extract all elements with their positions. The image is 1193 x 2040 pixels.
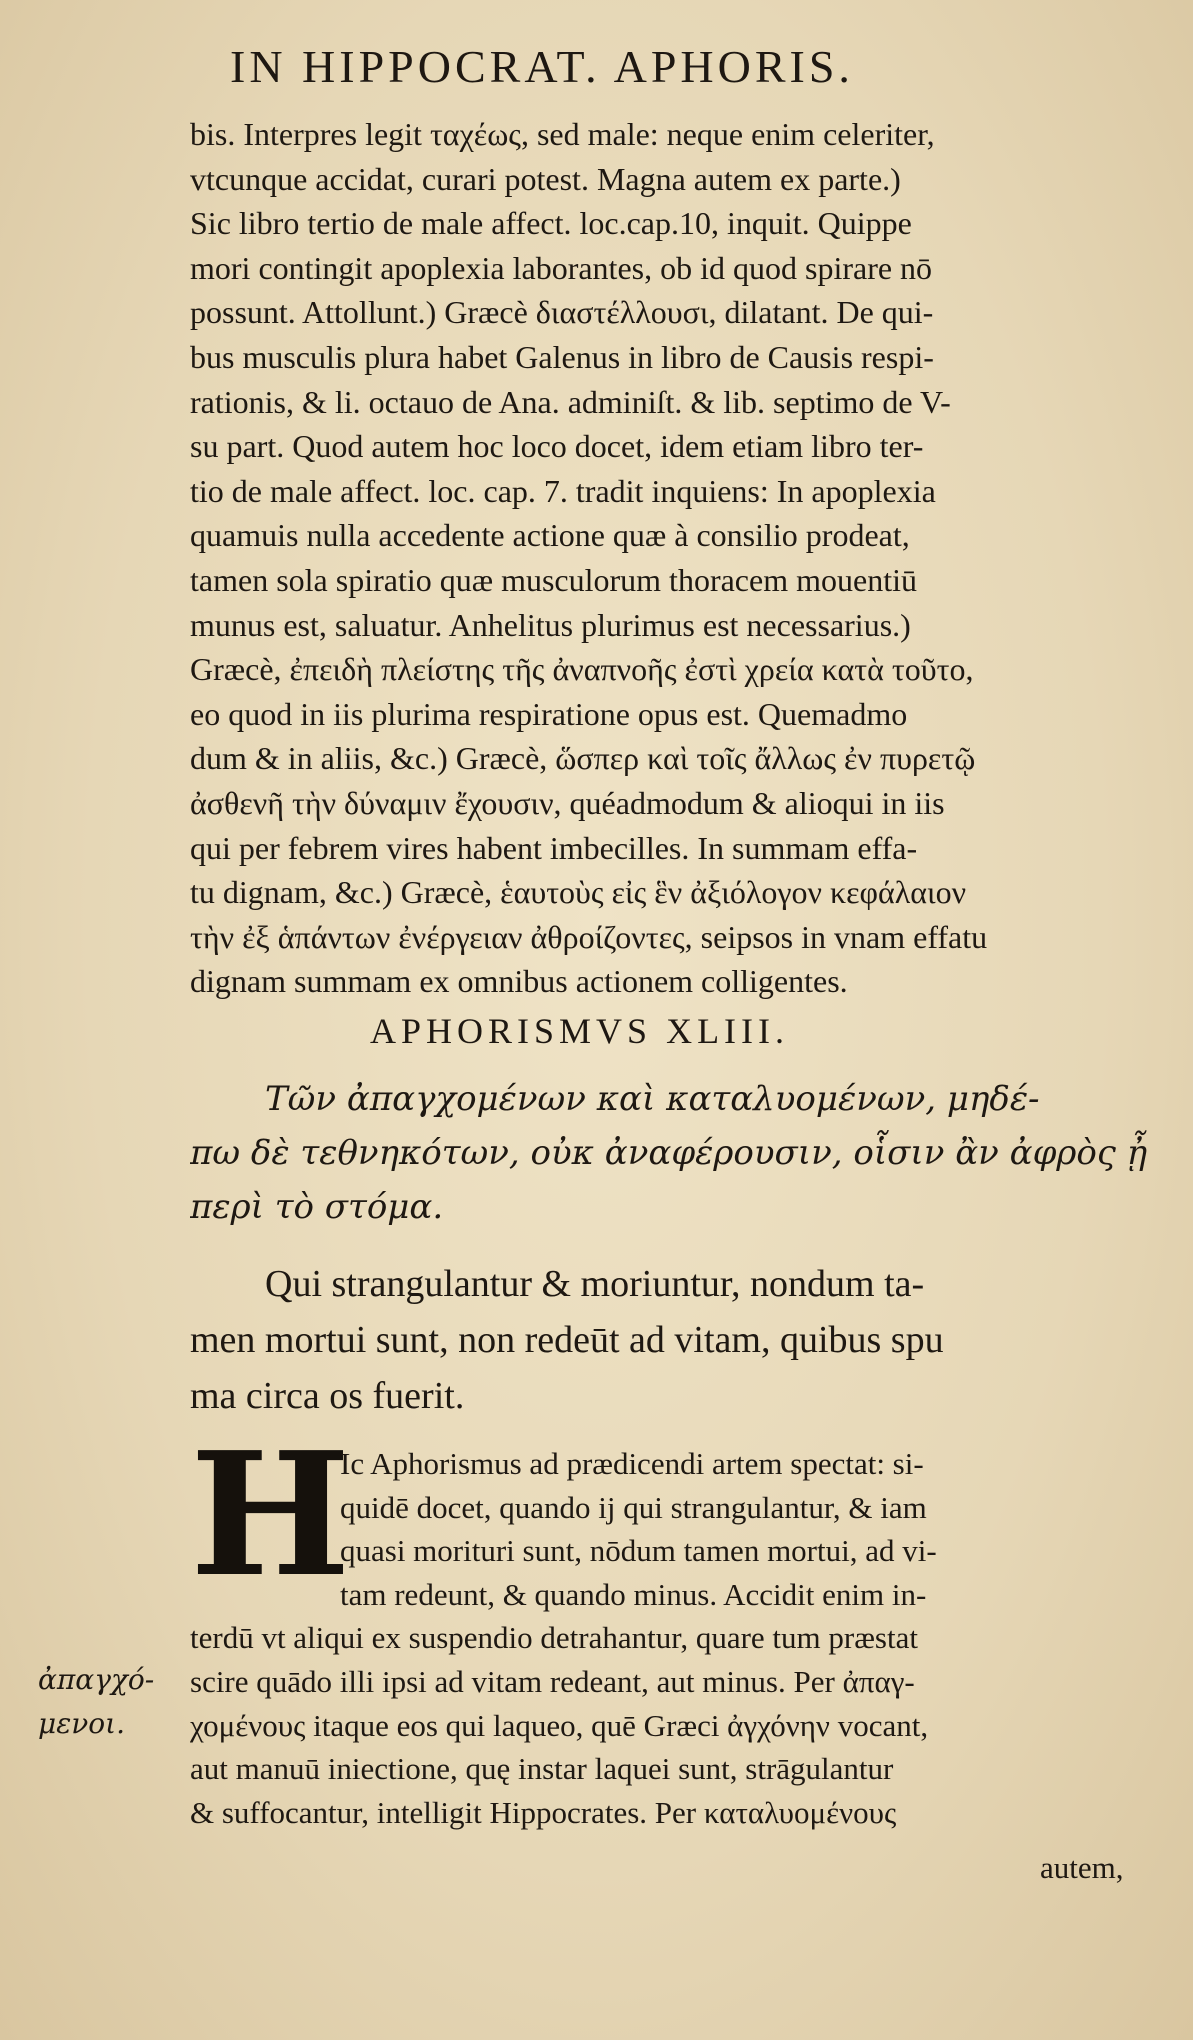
drop-cap-initial: H bbox=[190, 1415, 351, 1615]
greek-line: περὶ τὸ στόμα. bbox=[190, 1187, 444, 1227]
text-line: qui per febrem vires habent imbecilles. In summam effa- bbox=[190, 829, 918, 866]
text-line: bis. Interpres legit ταχέως, sed male: neque enim celeriter, bbox=[190, 116, 935, 152]
text-line: tu dignam, &c.) Græcè, ἑαυτοὺς εἰς ἓν ἀξιόλογον κεφάλαιον bbox=[190, 874, 967, 911]
text-line: rationis, & li. octauo de Ana. adminiſt. & lib. septimo de V- bbox=[190, 383, 951, 420]
text-line: bus musculis plura habet Galenus in libro de Causis respi- bbox=[190, 338, 934, 375]
text-line: tio de male affect. loc. cap. 7. tradit inquiens: In apoplexia bbox=[190, 472, 936, 509]
running-head: IN HIPPOCRAT. APHORIS. bbox=[230, 41, 854, 92]
text-line: dum & in aliis, &c.) Græcè, ὥσπερ καὶ τοῖς ἄλλως ἐν πυρετῷ bbox=[190, 740, 976, 777]
text-line: eo quod in iis plurima respiratione opus est. Quemadmo bbox=[190, 695, 908, 732]
commentary-continued bbox=[190, 112, 1160, 1004]
commentary-line: quasi morituri sunt, nōdum tamen mortui, ad vi- bbox=[340, 1533, 937, 1569]
text-line: su part. Quod autem hoc loco docet, idem etiam libro ter- bbox=[190, 428, 924, 465]
text-line: Græcè, ἐπειδὴ πλείστης τῆς ἀναπνοῆς ἐστὶ χρεία κατὰ τοῦτο, bbox=[190, 651, 974, 688]
commentary bbox=[190, 1415, 1160, 1834]
aphorism-latin-translation bbox=[190, 1256, 1160, 1424]
text-line: dignam summam ex omnibus actionem colligentes. bbox=[190, 963, 848, 1000]
margin-note bbox=[38, 1658, 178, 1746]
text-line: τὴν ἐξ ἁπάντων ἐνέργειαν ἀθροίζοντες, seipsos in vnam effatu bbox=[190, 918, 988, 955]
greek-line: πω δὲ τεθνηκότων, οὐκ ἀναφέρουσιν, οἷσιν ἂν ἀφρὸς ᾖ bbox=[190, 1133, 1148, 1173]
text-line: ἀσθενῆ τὴν δύναμιν ἔχουσιν, quéadmodum & alioqui in iis bbox=[190, 784, 945, 821]
commentary-line: aut manuū iniectione, quę instar laquei sunt, strāgulantur bbox=[190, 1751, 894, 1787]
greek-line: Τῶν ἀπαγχομένων καὶ καταλυομένων, μηδέ- bbox=[265, 1079, 1040, 1119]
commentary-line: scire quādo illi ipsi ad vitam redeant, aut minus. Per ἀπαγ- bbox=[190, 1663, 915, 1699]
aphorism-greek-text bbox=[190, 1072, 1160, 1234]
text-line: quamuis nulla accedente actione quæ à consilio prodeat, bbox=[190, 517, 910, 554]
aphorism-heading: APHORISMVS XLIII. bbox=[370, 1011, 790, 1051]
commentary-line: χομένους itaque eos qui laqueo, quē Græci ἀγχόνην vocant, bbox=[190, 1707, 929, 1743]
margin-note-line: μενοι. bbox=[38, 1707, 125, 1740]
text-line: Sic libro tertio de male affect. loc.cap.10, inquit. Quippe bbox=[190, 205, 912, 242]
text-line: munus est, saluatur. Anhelitus plurimus est necessarius.) bbox=[190, 606, 911, 643]
latin-line: Qui strangulantur & moriuntur, nondum ta- bbox=[265, 1263, 925, 1305]
text-line: vtcunque accidat, curari potest. Magna autem ex parte.) bbox=[190, 160, 901, 197]
latin-line: men mortui sunt, non redeūt ad vitam, quibus spu bbox=[190, 1319, 944, 1361]
commentary-line: & suffocantur, intelligit Hippocrates. Per καταλυομένους bbox=[190, 1794, 897, 1830]
catchword: autem, bbox=[1040, 1850, 1124, 1885]
latin-line: ma circa os fuerit. bbox=[190, 1375, 465, 1417]
commentary-line: quidē docet, quando ij qui strangulantur, & iam bbox=[340, 1489, 927, 1525]
text-line: possunt. Attollunt.) Græcè διαστέλλουσι, dilatant. De qui- bbox=[190, 294, 934, 331]
margin-note-line: ἀπαγχό- bbox=[38, 1663, 155, 1696]
text-line: tamen sola spiratio quæ musculorum thoracem mouentiū bbox=[190, 561, 917, 598]
text-line: mori contingit apoplexia laborantes, ob id quod spirare nō bbox=[190, 249, 933, 286]
commentary-line: terdū vt aliqui ex suspendio detrahantur, quare tum præstat bbox=[190, 1620, 918, 1656]
commentary-line: Ic Aphorismus ad prædicendi artem spectat: si- bbox=[340, 1446, 924, 1481]
commentary-line: tam redeunt, & quando minus. Accidit enim in- bbox=[340, 1576, 927, 1612]
